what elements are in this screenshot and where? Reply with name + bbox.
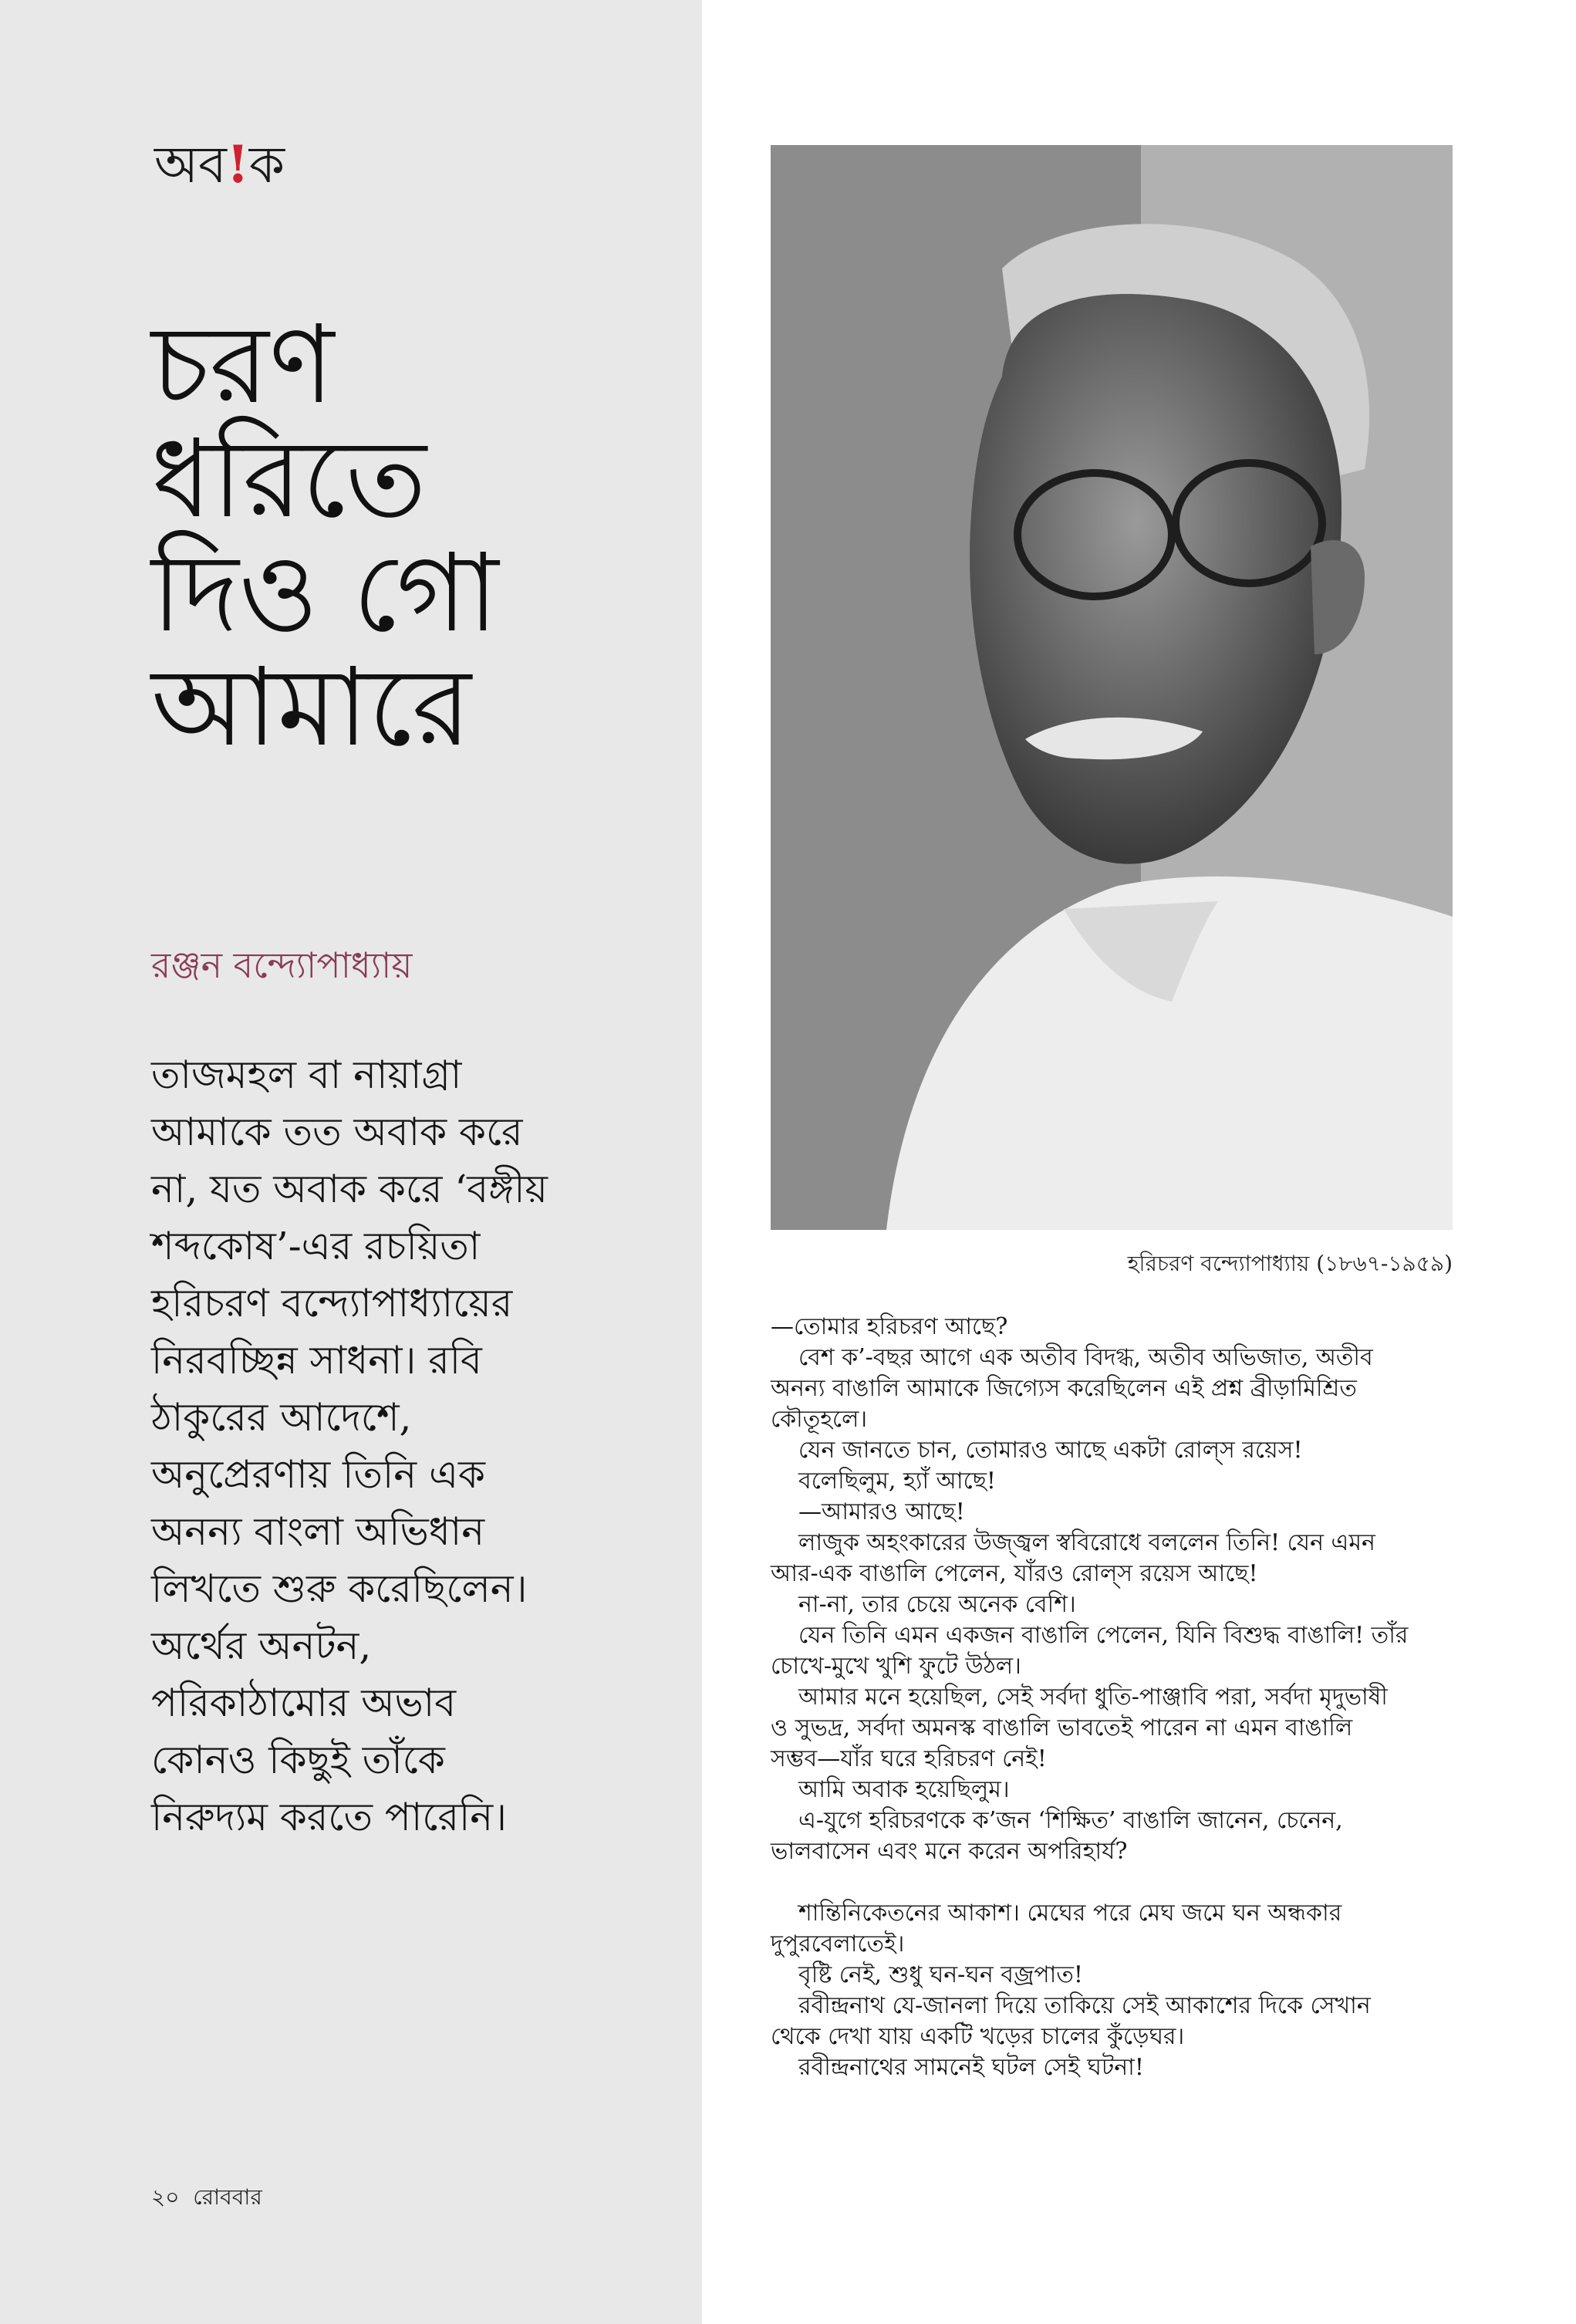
body-line: —তোমার হরিচরণ আছে? <box>771 1313 1008 1340</box>
magazine-name: রোববার <box>193 2184 262 2210</box>
body-line: যেন জানতে চান, তোমারও আছে একটা রোল্‌স রয়েস! <box>798 1437 1303 1464</box>
standfirst-line: অনন্য বাংলা অভিধান <box>151 1509 485 1554</box>
headline-line: চরণ <box>151 302 335 428</box>
paragraph-gap <box>771 1867 1449 1898</box>
standfirst-line: শব্দকোষ’-এর রচয়িতা <box>151 1224 481 1268</box>
standfirst-line: হরিচরণ বন্দ্যোপাধ্যায়ের <box>151 1281 513 1326</box>
body-line: চোখে-মুখে খুশি ফুটে উঠল। <box>771 1653 1021 1680</box>
headline-line: ধরিতে <box>151 417 427 542</box>
standfirst-line: লিখতে শুরু করেছিলেন। <box>151 1566 528 1611</box>
portrait-photo <box>771 145 1453 1230</box>
standfirst-line: নিরবচ্ছিন্ন সাধনা। রবি <box>151 1338 482 1383</box>
body-line: আর-এক বাঙালি পেলেন, যাঁরও রোল্‌স রয়েস আছে! <box>771 1560 1258 1587</box>
author-byline: রঞ্জন বন্দ্যোপাধ্যায় <box>151 944 413 986</box>
body-line: থেকে দেখা যায় একটি খড়ের চালের কুঁড়েঘর। <box>771 2023 1185 2050</box>
body-line: বৃষ্টি নেই, শুধু ঘন-ঘন বজ্রপাত! <box>798 1961 1083 1988</box>
standfirst-line: ঠাকুরের আদেশে, <box>151 1395 412 1440</box>
standfirst-line: না, যত অবাক করে ‘বঙ্গীয় <box>151 1167 548 1211</box>
headline-line: দিও গো <box>151 531 499 657</box>
page-folio <box>151 2180 262 2217</box>
body-line: বলেছিলুম, হ্যাঁ আছে! <box>798 1468 996 1495</box>
body-line: এ-যুগে হরিচরণকে ক’জন ‘শিক্ষিত’ বাঙালি জানেন, চেনেন, <box>798 1807 1343 1834</box>
standfirst-line: কোনও কিছুই তাঁকে <box>151 1738 445 1782</box>
standfirst-line: পরিকাঠামোর অভাব <box>151 1681 457 1725</box>
section-tag <box>154 134 285 194</box>
body-line: ভালবাসেন এবং মনে করেন অপরিহার্য? <box>771 1838 1128 1865</box>
body-line: আমার মনে হয়েছিল, সেই সর্বদা ধুতি-পাঞ্জাবি পরা, সর্বদা মৃদুভাষী <box>798 1684 1388 1711</box>
page-number: ২০ <box>151 2184 180 2210</box>
portrait-illustration <box>771 145 1453 1230</box>
body-line: কৌতূহলে। <box>771 1406 868 1433</box>
body-line: রবীন্দ্রনাথের সামনেই ঘটল সেই ঘটনা! <box>798 2054 1144 2081</box>
body-line: রবীন্দ্রনাথ যে-জানলা দিয়ে তাকিয়ে সেই আকাশের দিকে সেখান <box>798 1992 1371 2019</box>
body-line: সম্ভব—যাঁর ঘরে হরিচরণ নেই! <box>771 1745 1047 1772</box>
body-line: আমি অবাক হয়েছিলুম। <box>798 1776 1010 1803</box>
body-line: ও সুভদ্র, সর্বদা অমনস্ক বাঙালি ভাবতেই পারেন না এমন বাঙালি <box>771 1714 1353 1741</box>
body-line: বেশ ক’-বছর আগে এক অতীব বিদগ্ধ, অতীব অভিজাত, অতীব <box>798 1344 1373 1371</box>
standfirst <box>151 1046 645 1846</box>
standfirst-line: আমাকে তত অবাক করে <box>151 1110 523 1154</box>
photo-caption: হরিচরণ বন্দ্যোপাধ্যায় (১৮৬৭-১৯৫৯) <box>1127 1251 1453 1276</box>
section-tag-end: ক <box>248 135 285 194</box>
body-line: অনন্য বাঙালি আমাকে জিগ্যেস করেছিলেন এই প্রশ্ন ব্রীড়ামিশ্রিত <box>771 1375 1357 1402</box>
body-line: শান্তিনিকেতনের আকাশ। মেঘের পরে মেঘ জমে ঘন অন্ধকার <box>798 1900 1342 1927</box>
body-line: না-না, তার চেয়ে অনেক বেশি। <box>798 1591 1076 1618</box>
standfirst-line: অর্থের অনটন, <box>151 1623 372 1668</box>
body-line: দুপুরবেলাতেই। <box>771 1930 905 1957</box>
article-body <box>771 1312 1449 2083</box>
body-line: লাজুক অহংকারের উজ্জ্বল স্ববিরোধে বললেন তিনি! যেন এমন <box>798 1529 1375 1556</box>
article-headline <box>151 302 660 771</box>
standfirst-line: নিরুদ্যম করতে পারেনি। <box>151 1795 507 1839</box>
body-line: —আমারও আছে! <box>798 1498 965 1525</box>
headline-line: আমারে <box>151 645 471 771</box>
body-line: যেন তিনি এমন একজন বাঙালি পেলেন, যিনি বিশুদ্ধ বাঙালি! তাঁর <box>798 1622 1409 1649</box>
standfirst-line: অনুপ্রেরণায় তিনি এক <box>151 1452 486 1497</box>
section-tag-start: অব <box>154 135 227 194</box>
section-tag-exclamation: ! <box>226 134 249 194</box>
standfirst-line: তাজমহল বা নায়াগ্রা <box>151 1052 462 1097</box>
